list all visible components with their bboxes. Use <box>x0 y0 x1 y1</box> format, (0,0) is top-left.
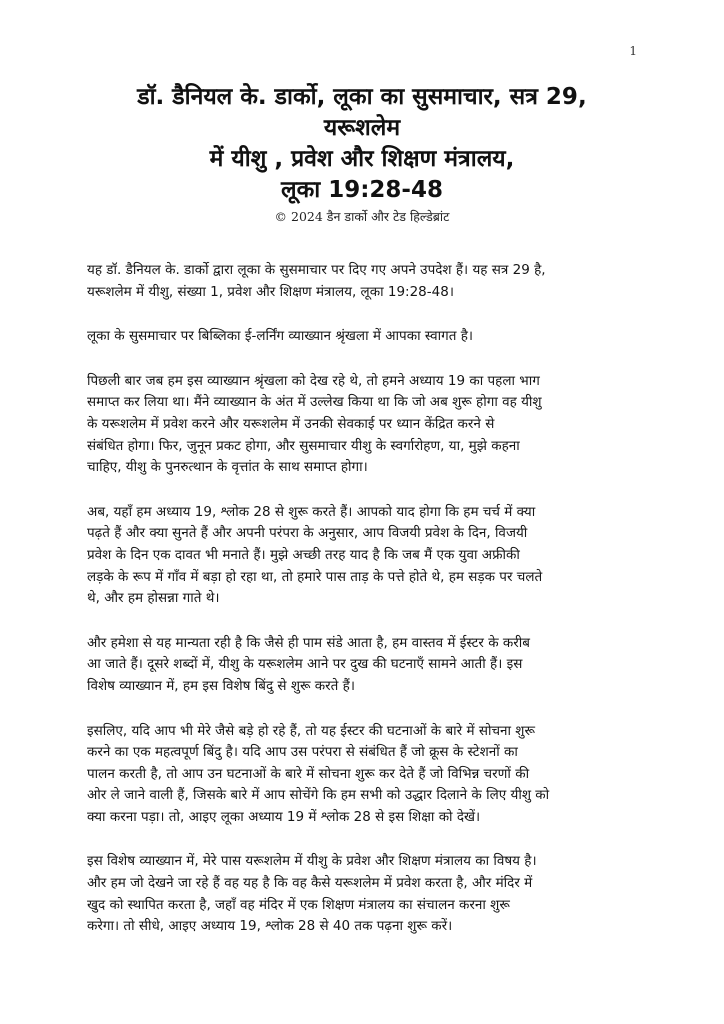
text-line: क्या करना पड़ा। तो, आइए लूका अध्याय 19 में श्लोक 28 से इस शिक्षा को देखें। <box>87 808 481 825</box>
page-number: 1 <box>629 44 637 58</box>
text-line: पिछली बार जब हम इस व्याख्यान श्रृंखला को देख रहे थे, तो हमने अध्याय 19 का पहला भाग <box>87 372 540 389</box>
paragraph-palm-sunday <box>87 502 647 610</box>
text-line: प्रवेश के दिन एक दावत भी मनाते हैं। मुझे अच्छी तरह याद है कि जब मैं एक युवा अफ्रीकी <box>87 546 520 563</box>
paragraph-easter <box>87 633 647 698</box>
title-line-4: लूका 19:28-48 <box>281 177 443 203</box>
text-line: लूका के सुसमाचार पर बिब्लिका ई-लर्निंग व्याख्यान श्रृंखला में आपका स्वागत है। <box>87 328 473 345</box>
text-line: थे, और हम होसन्ना गाते थे। <box>87 590 220 607</box>
text-line: और हम जो देखने जा रहे हैं वह यह है कि वह कैसे यरूशलेम में प्रवेश करता है, और मंदिर में <box>87 875 533 892</box>
text-line: संबंधित होगा। फिर, जुनून प्रकट होगा, और सुसमाचार यीशु के स्वर्गारोहण, या, मुझे कहना <box>87 437 520 454</box>
text-line: ओर ले जाने वाली हैं, जिसके बारे में आप सोचेंगे कि हम सभी को उद्धार दिलाने के लिए यीशु को <box>87 787 550 804</box>
title-line-1: डॉ. डैनियल के. डार्को, लूका का सुसमाचार, सत्र 29, <box>137 84 587 110</box>
paragraph-intro <box>87 260 647 303</box>
text-line: इस विशेष व्याख्यान में, मेरे पास यरूशलेम में यीशु के प्रवेश और शिक्षण मंत्रालय का विषय है। <box>87 853 537 870</box>
paragraph-recap <box>87 371 647 479</box>
text-line: अब, यहाँ हम अध्याय 19, श्लोक 28 से शुरू करते हैं। आपको याद होगा कि हम चर्च में क्या <box>87 503 536 520</box>
text-line: समाप्त कर लिया था। मैंने व्याख्यान के अंत में उल्लेख किया था कि जो अब शुरू होगा वह यीशु <box>87 394 542 411</box>
paragraph-theme <box>87 851 647 937</box>
title-line-2: यरूशलेम <box>323 115 401 141</box>
title-line-3: में यीशु , प्रवेश और शिक्षण मंत्रालय, <box>209 146 515 172</box>
text-line: विशेष व्याख्यान में, हम इस विशेष बिंदु से शुरू करते हैं। <box>87 677 355 694</box>
text-line: पढ़ते हैं और क्या सुनते हैं और अपनी परंपरा के अनुसार, आप विजयी प्रवेश के दिन, विजयी <box>87 525 528 542</box>
text-line: पालन करती है, तो आप उन घटनाओं के बारे में सोचना शुरू कर देते हैं जो विभिन्न चरणों की <box>87 765 530 782</box>
text-line: लड़के के रूप में गाँव में बड़ा हो रहा था, तो हमारे पास ताड़ के पत्ते होते थे, हम सड़क पर चलते <box>87 568 543 585</box>
paragraph-stations <box>87 721 647 829</box>
document-body <box>87 260 647 961</box>
text-line: के यरूशलेम में प्रवेश करने और यरूशलेम में उनकी सेवकाई पर ध्यान केंद्रित करने से <box>87 415 495 432</box>
text-line: यह डॉ. डैनियल के. डार्को द्वारा लूका के सुसमाचार पर दिए गए अपने उपदेश हैं। यह सत्र 29 है, <box>87 262 546 278</box>
text-line: चाहिए, यीशु के पुनरुत्थान के वृत्तांत के साथ समाप्त होगा। <box>87 459 368 476</box>
text-line: आ जाते हैं। दूसरे शब्दों में, यीशु के यरूशलेम आने पर दुख की घटनाएँ सामने आती हैं। इस <box>87 656 523 673</box>
title-block <box>70 82 654 226</box>
text-line: करेगा। तो सीधे, आइए अध्याय 19, श्लोक 28 से 40 तक पढ़ना शुरू करें। <box>87 918 453 935</box>
text-line: इसलिए, यदि आप भी मेरे जैसे बड़े हो रहे हैं, तो यह ईस्टर की घटनाओं के बारे में सोचना शुरू <box>87 722 535 739</box>
copyright-notice: © 2024 डैन डार्को और टेड हिल्डेब्रांट <box>274 209 450 224</box>
paragraph-welcome <box>87 326 647 348</box>
text-line: खुद को स्थापित करता है, जहाँ वह मंदिर में एक शिक्षण मंत्रालय का संचालन करना शुरू <box>87 896 510 913</box>
text-line: करने का एक महत्वपूर्ण बिंदु है। यदि आप उस परंपरा से संबंधित हैं जो क्रूस के स्टेशनों का <box>87 744 518 761</box>
text-line: और हमेशा से यह मान्यता रही है कि जैसे ही पाम संडे आता है, हम वास्तव में ईस्टर के करीब <box>87 634 530 651</box>
text-line: यरूशलेम में यीशु, संख्या 1, प्रवेश और शिक्षण मंत्रालय, लूका 19:28-48। <box>87 283 454 300</box>
